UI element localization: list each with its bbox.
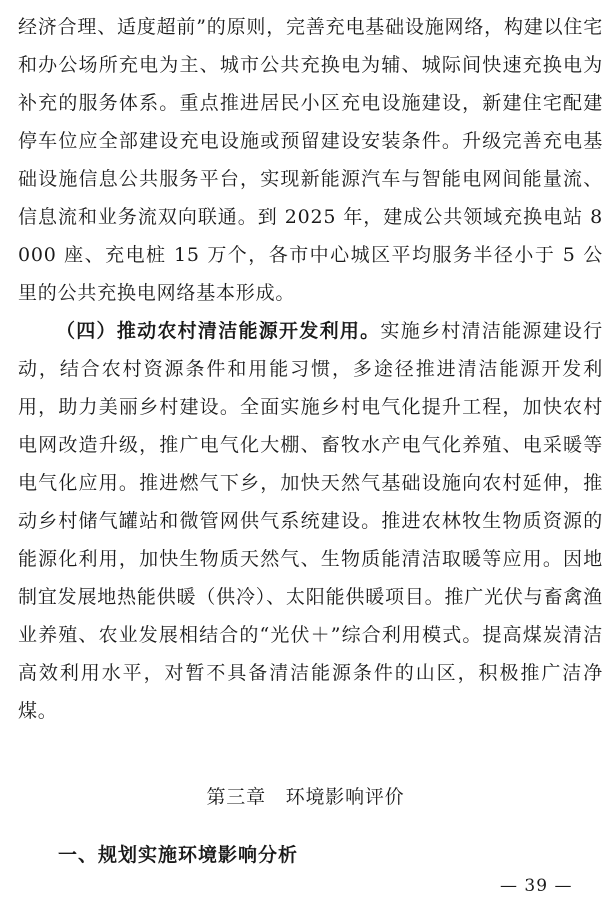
- paragraph-text: 实施乡村清洁能源建设行动，结合农村资源条件和用能习惯，多途径推进清洁能源开发利用，助力美丽乡村建设。全面实施乡村电气化提升工程，加快农村电网改造升级，推广电气化大棚、畜牧水产电气化养殖、电采暖等电气化应用。推进燃气下乡，加快天然气基础设施向农村延伸，推动乡村储气罐站和微管网供气系统建设。推进农林牧生物质资源的能源化利用，加快生物质天然气、生物质能清洁取暖等应用。因地制宜发展地热能供暖（供冷）、太阳能供暖项目。推广光伏与畜禽渔业养殖、农业发展相结合的“光伏＋”综合利用模式。提高煤炭清洁高效利用水平，对暂不具备清洁能源条件的山区，积极推广洁净煤。: [18, 320, 603, 722]
- section-title: 一、规划实施环境影响分析: [58, 844, 299, 866]
- body-paragraph-rural-energy: [18, 312, 603, 730]
- body-paragraph: 经济合理、适度超前”的原则，完善充电基础设施网络，构建以住宅和办公场所充电为主、城市公共充换电为辅、城际间快速充换电为补充的服务体系。重点推进居民小区充电设施建设，新建住宅配建停车位应全部建设充电设施或预留建设安装条件。升级完善充电基础设施信息公共服务平台，实现新能源汽车与智能电网间能量流、信息流和业务流双向联通。到 2025 年，建成公共领域充换电站 8000 座、充电桩 15 万个，各市中心城区平均服务半径小于 5 公里的公共充换电网络基本形成。: [18, 16, 603, 304]
- chapter-title: 第三章 环境影响评价: [206, 786, 405, 808]
- page-number: — 39 —: [500, 876, 573, 896]
- paragraph-heading: （四）推动农村清洁能源开发利用。: [56, 320, 381, 342]
